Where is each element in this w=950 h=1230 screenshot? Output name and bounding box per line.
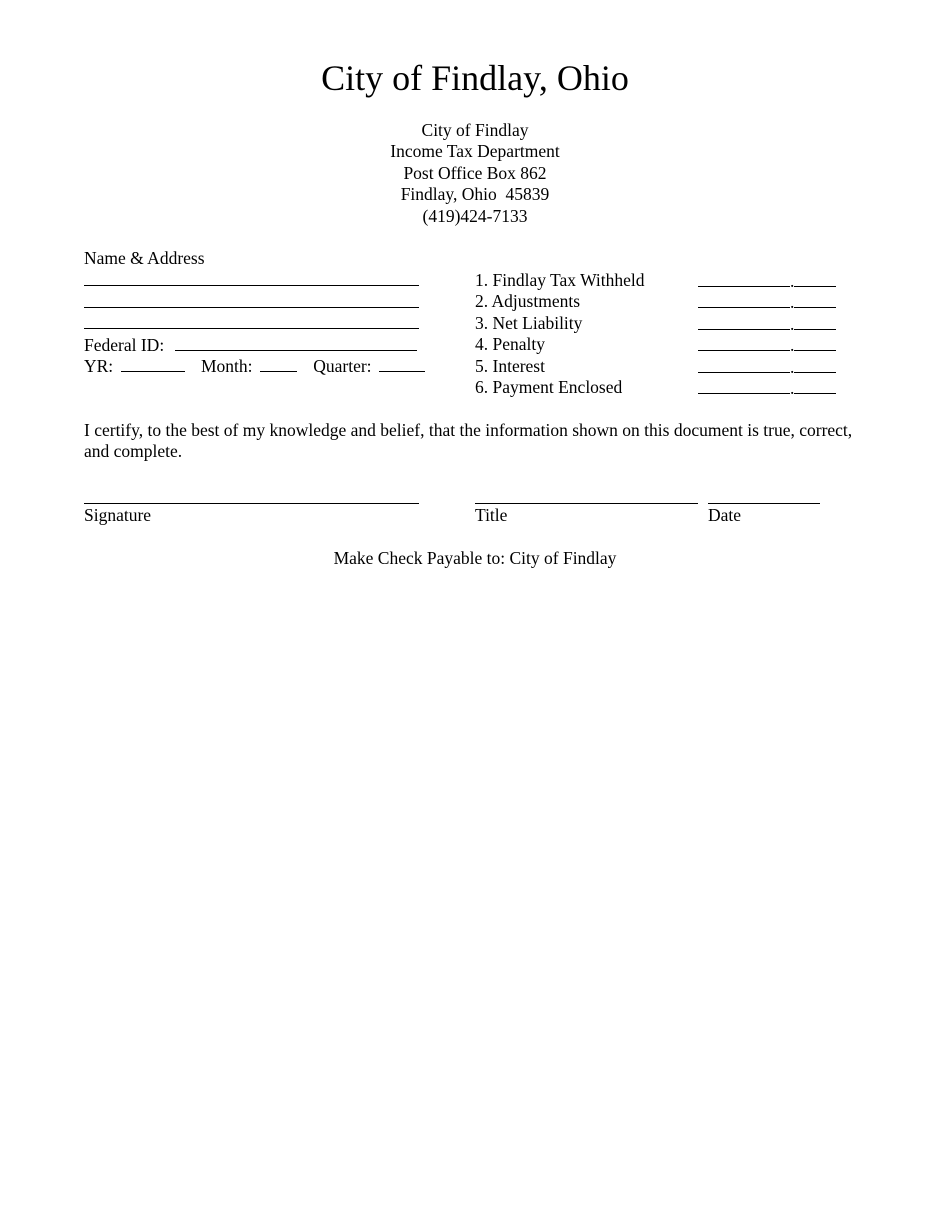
tax-item-row [475,270,855,291]
amount-field[interactable]: . [698,270,836,292]
date-line[interactable] [708,503,820,504]
tax-item-row [475,334,855,355]
item-label: 3. Net Liability [475,312,583,333]
item-label: 1. Findlay Tax Withheld [475,270,645,290]
address-line: Post Office Box 862 [403,162,547,183]
quarter-label: Quarter: [313,355,372,376]
signature-label: Signature [84,505,152,525]
tax-item-row [475,377,855,398]
title-label: Title [475,505,508,525]
dollars-line[interactable] [698,377,790,394]
title-line[interactable] [475,503,698,504]
amount-field[interactable]: . [698,356,836,378]
cents-line[interactable] [794,313,836,330]
page-title: City of Findlay, Ohio [321,58,629,98]
amount-field[interactable]: . [698,377,836,399]
dollars-line[interactable] [698,313,790,330]
address-line: (419)424-7133 [422,205,528,226]
address-line: Income Tax Department [390,141,560,162]
item-label: 5. Interest [475,355,545,376]
name-address-line-1[interactable] [84,269,419,286]
cents-line[interactable] [794,270,836,287]
address-line: City of Findlay [421,120,529,140]
item-label: 4. Penalty [475,334,545,355]
tax-item-row [475,356,855,377]
cents-line[interactable] [794,334,836,351]
payable-instruction: Make Check Payable to: City of Findlay [333,548,617,568]
taxpayer-info-section [84,248,434,376]
month-field[interactable] [260,355,297,372]
tax-item-row [475,313,855,334]
yr-field[interactable] [121,355,185,372]
dollars-line[interactable] [698,356,790,373]
cents-line[interactable] [794,356,836,373]
quarter-field[interactable] [379,355,425,372]
signature-line[interactable] [84,503,419,504]
federal-id-label: Federal ID: [84,334,165,355]
amount-field[interactable]: . [698,313,836,335]
dollars-line[interactable] [698,270,790,287]
item-label: 6. Payment Enclosed [475,376,623,397]
yr-label: YR: [84,355,114,376]
address-line: Findlay, Ohio 45839 [400,184,550,205]
certification-statement: I certify, to the best of my knowledge and belief, that the information shown on this document is true, correct, and complete. [84,420,853,462]
month-label: Month: [200,355,253,376]
cents-line[interactable] [794,291,836,308]
name-address-label: Name & Address [84,248,205,268]
item-label: 2. Adjustments [475,291,581,312]
date-label: Date [708,505,742,525]
amount-field[interactable]: . [698,291,836,313]
department-address [0,120,950,227]
dollars-line[interactable] [698,334,790,351]
name-address-line-2[interactable] [84,291,419,308]
tax-item-row [475,291,855,312]
cents-line[interactable] [794,377,836,394]
amount-field[interactable]: . [698,334,836,356]
tax-items-section [475,270,855,398]
name-address-line-3[interactable] [84,312,419,329]
federal-id-field[interactable] [175,334,417,351]
dollars-line[interactable] [698,291,790,308]
